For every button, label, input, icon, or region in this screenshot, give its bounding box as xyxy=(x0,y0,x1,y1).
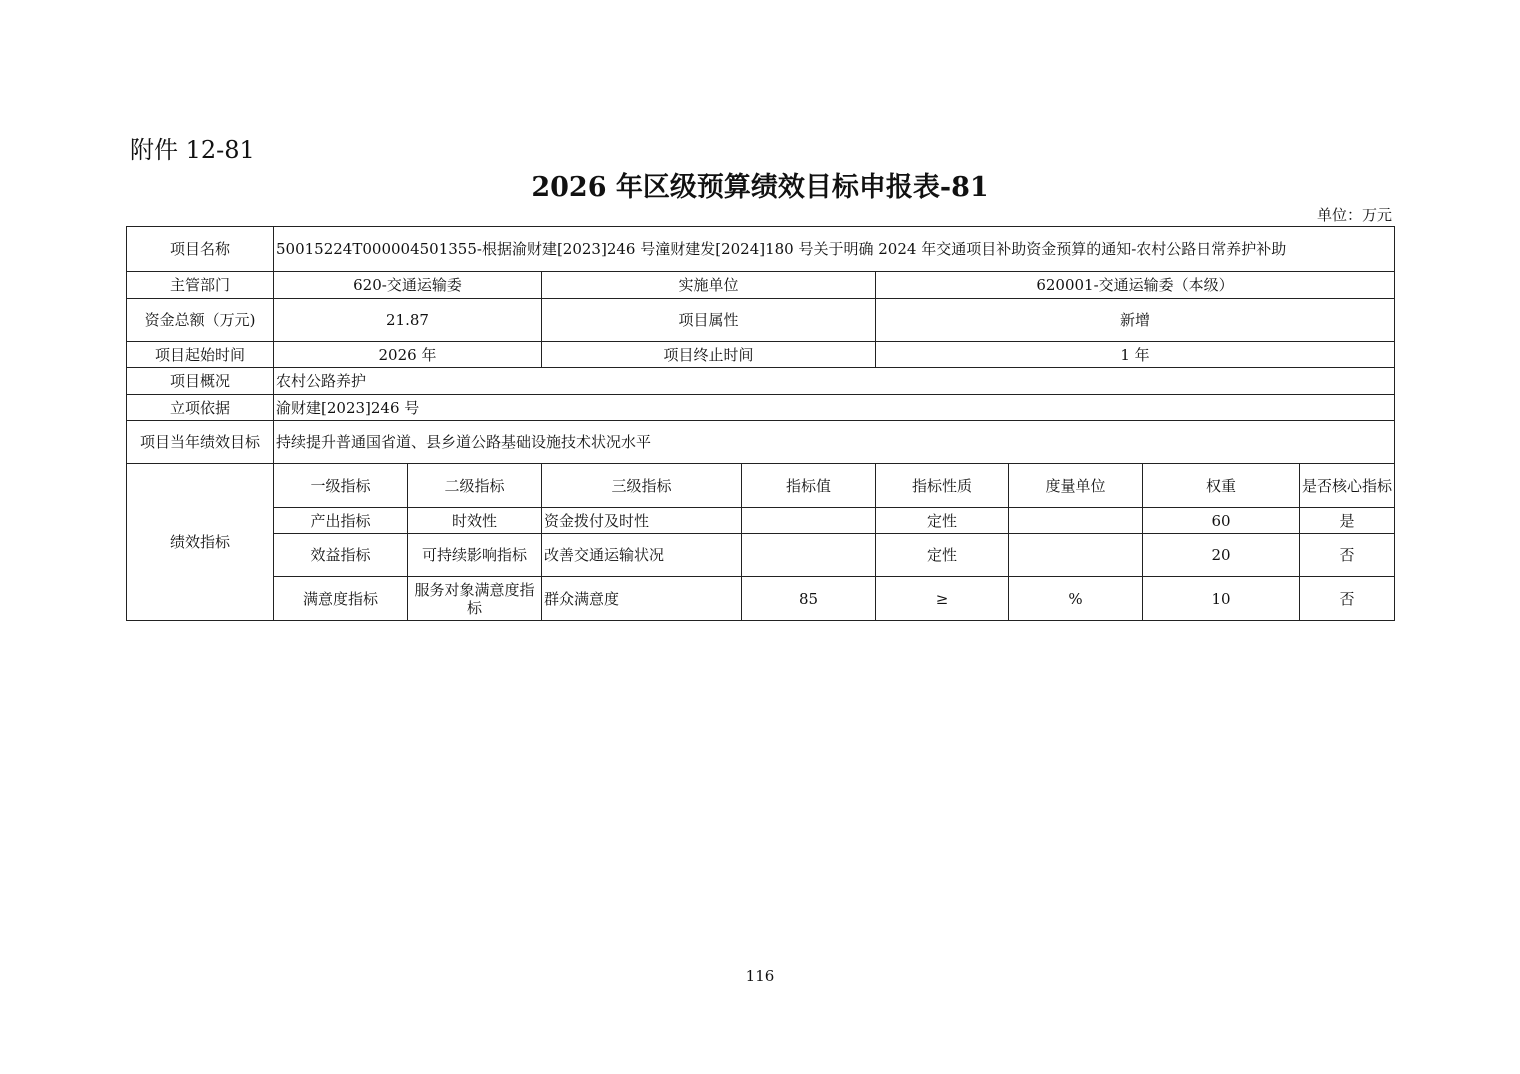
header-core: 是否核心指标 xyxy=(1300,464,1395,508)
overview-value: 农村公路养护 xyxy=(274,368,1395,395)
row-basis xyxy=(127,395,1395,421)
indicator-row xyxy=(127,534,1395,577)
cell-level1: 满意度指标 xyxy=(274,577,408,621)
project-name-label: 项目名称 xyxy=(127,227,274,272)
page-number: 116 xyxy=(745,967,775,985)
header-nature: 指标性质 xyxy=(876,464,1009,508)
indicators-section-label: 绩效指标 xyxy=(127,464,274,621)
department-label: 主管部门 xyxy=(127,272,274,299)
row-period xyxy=(127,342,1395,368)
start-time-value: 2026 年 xyxy=(274,342,542,368)
total-funds-label: 资金总额（万元) xyxy=(127,299,274,342)
cell-level3: 改善交通运输状况 xyxy=(542,534,742,577)
indicator-row xyxy=(127,508,1395,534)
cell-unit xyxy=(1009,534,1143,577)
cell-core: 是 xyxy=(1300,508,1395,534)
cell-value xyxy=(742,508,876,534)
row-overview xyxy=(127,368,1395,395)
cell-level2: 时效性 xyxy=(408,508,542,534)
header-level1: 一级指标 xyxy=(274,464,408,508)
basis-value: 渝财建[2023]246 号 xyxy=(274,395,1395,421)
indicator-header-row xyxy=(127,464,1395,508)
cell-weight: 60 xyxy=(1143,508,1300,534)
row-project-name xyxy=(127,227,1395,272)
start-time-label: 项目起始时间 xyxy=(127,342,274,368)
cell-level3: 资金拨付及时性 xyxy=(542,508,742,534)
overview-label: 项目概况 xyxy=(127,368,274,395)
document-title: 2026 年区级预算绩效目标申报表-81 xyxy=(531,172,989,203)
cell-level2: 可持续影响指标 xyxy=(408,534,542,577)
cell-weight: 10 xyxy=(1143,577,1300,621)
cell-unit xyxy=(1009,508,1143,534)
cell-nature: ≥ xyxy=(876,577,1009,621)
cell-unit: % xyxy=(1009,577,1143,621)
unit-label: 单位：万元 xyxy=(1316,206,1392,224)
project-attribute-label: 项目属性 xyxy=(542,299,876,342)
cell-core: 否 xyxy=(1300,534,1395,577)
cell-nature: 定性 xyxy=(876,508,1009,534)
cell-core: 否 xyxy=(1300,577,1395,621)
cell-level3: 群众满意度 xyxy=(542,577,742,621)
project-name-value: 50015224T000004501355-根据渝财建[2023]246 号潼财建发[2024]180 号关于明确 2024 年交通项目补助资金预算的通知-农村公路日常养护补助 xyxy=(274,227,1395,272)
implementing-unit-label: 实施单位 xyxy=(542,272,876,299)
header-level2: 二级指标 xyxy=(408,464,542,508)
header-weight: 权重 xyxy=(1143,464,1300,508)
cell-level1: 产出指标 xyxy=(274,508,408,534)
cell-weight: 20 xyxy=(1143,534,1300,577)
header-value: 指标值 xyxy=(742,464,876,508)
total-funds-value: 21.87 xyxy=(274,299,542,342)
cell-nature: 定性 xyxy=(876,534,1009,577)
indicator-row xyxy=(127,577,1395,621)
annual-goal-label: 项目当年绩效目标 xyxy=(127,421,274,464)
row-department xyxy=(127,272,1395,299)
cell-level2: 服务对象满意度指标 xyxy=(408,577,542,621)
department-value: 620-交通运输委 xyxy=(274,272,542,299)
basis-label: 立项依据 xyxy=(127,395,274,421)
header-level3: 三级指标 xyxy=(542,464,742,508)
project-attribute-value: 新增 xyxy=(876,299,1395,342)
cell-value xyxy=(742,534,876,577)
cell-value: 85 xyxy=(742,577,876,621)
annual-goal-value: 持续提升普通国省道、县乡道公路基础设施技术状况水平 xyxy=(274,421,1395,464)
cell-level1: 效益指标 xyxy=(274,534,408,577)
header-unit: 度量单位 xyxy=(1009,464,1143,508)
attachment-number: 附件 12-81 xyxy=(130,136,255,164)
end-time-label: 项目终止时间 xyxy=(542,342,876,368)
end-time-value: 1 年 xyxy=(876,342,1395,368)
implementing-unit-value: 620001-交通运输委（本级） xyxy=(876,272,1395,299)
budget-target-table xyxy=(126,226,1395,621)
row-funding xyxy=(127,299,1395,342)
row-annual-goal xyxy=(127,421,1395,464)
